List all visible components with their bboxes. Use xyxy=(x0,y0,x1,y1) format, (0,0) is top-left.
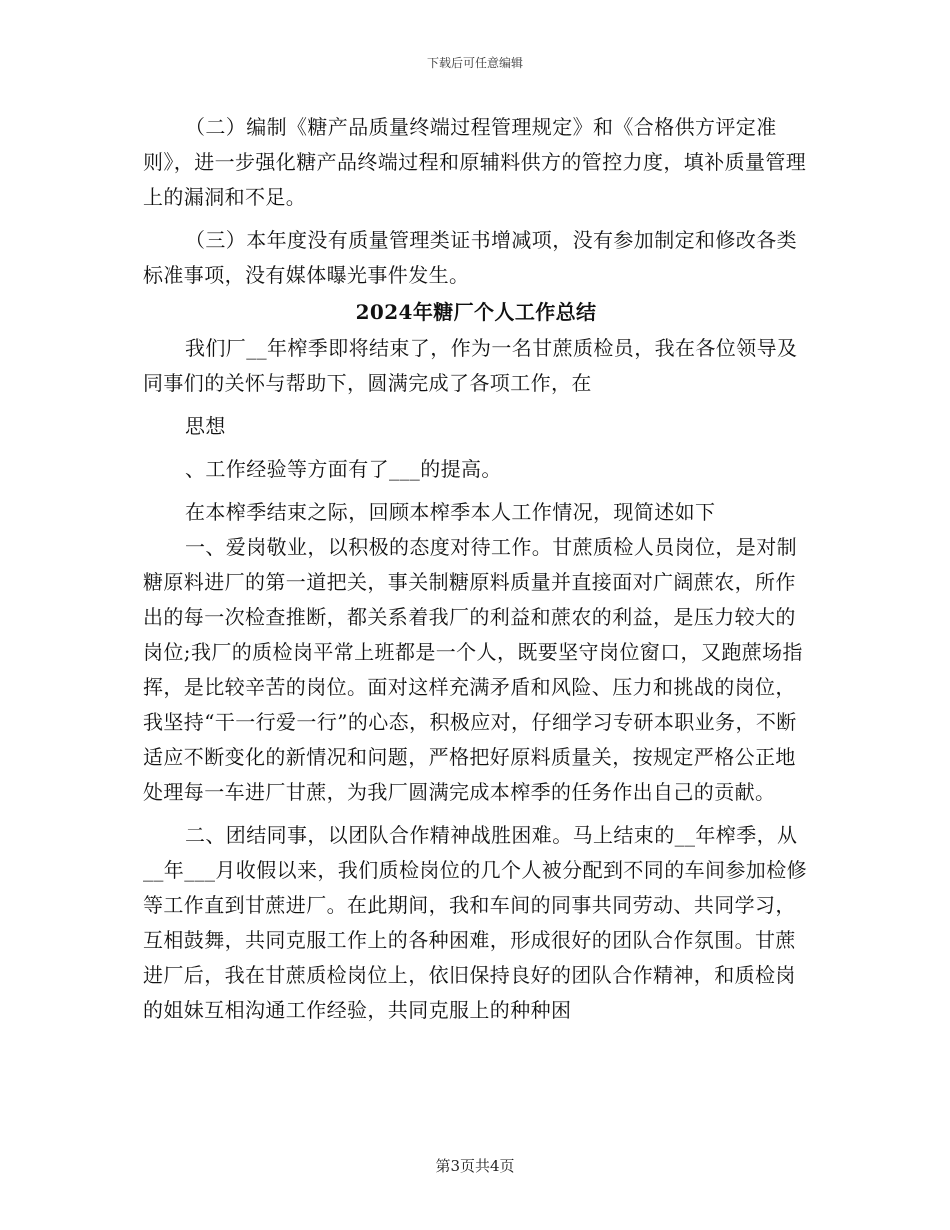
document-body xyxy=(143,110,809,1028)
paragraph-intro: 我们厂__年榨季即将结束了，作为一名甘蔗质检员，我在各位领导及同事们的关怀与帮助下，圆满完成了各项工作，在 xyxy=(143,336,798,395)
page-footer: 第3页共4页 xyxy=(435,1157,515,1175)
paragraph-certificates: （三）本年度没有质量管理类证书增减项，没有参加制定和修改各类标准事项，没有媒体曝光事件发生。 xyxy=(143,228,797,287)
paragraph-experience: 、工作经验等方面有了___的提高。 xyxy=(185,457,502,481)
paragraph-thought: 思想 xyxy=(185,414,226,438)
page-header: 下载后可任意编辑 xyxy=(426,56,523,70)
paragraph-teamwork: 二、团结同事，以团队合作精神战胜困难。马上结束的__年榨季，从__年___月收假以来，我们质检岗位的几个人被分配到不同的车间参加检修等工作直到甘蔗进厂。在此期间，我和车间的同事共同劳动、共同学习，互相鼓舞，共同克服工作上的各种困难，形成很好的团队合作氛围。甘蔗进厂后，我在甘蔗质检岗位上，依旧保持良好的团队合作精神，和质检岗的姐妹互相沟通工作经验，共同克服上的种种困 xyxy=(143,823,807,1022)
paragraph-dedication: 一、爱岗敬业，以积极的态度对待工作。甘蔗质检人员岗位，是对制糖原料进厂的第一道把关，事关制糖原料质量并直接面对广阔蔗农，所作出的每一次检查推断，都关系着我厂的利益和蔗农的利益，是压力较大的岗位;我厂的质检岗平常上班都是一个人，既要坚守岗位窗口，又跑蔗场指挥，是比较辛苦的岗位。面对这样充满矛盾和风险、压力和挑战的岗位，我坚持“干一行爱一行”的心态，积极应对，仔细学习专研本职业务，不断适应不断变化的新情况和问题，严格把好原料质量关，按规定严格公正地处理每一车进厂甘蔗，为我厂圆满完成本榨季的任务作出自己的贡献。 xyxy=(143,535,803,804)
paragraph-summary-lead: 在本榨季结束之际，回顾本榨季本人工作情况，现简述如下 xyxy=(185,500,716,524)
paragraph-quality-rules: （二）编制《糖产品质量终端过程管理规定》和《合格供方评定准则》，进一步强化糖产品终端过程和原辅料供方的管控力度，填补质量管理上的漏洞和不足。 xyxy=(143,115,807,209)
document-title: 2024年糖厂个人工作总结 xyxy=(355,300,597,324)
